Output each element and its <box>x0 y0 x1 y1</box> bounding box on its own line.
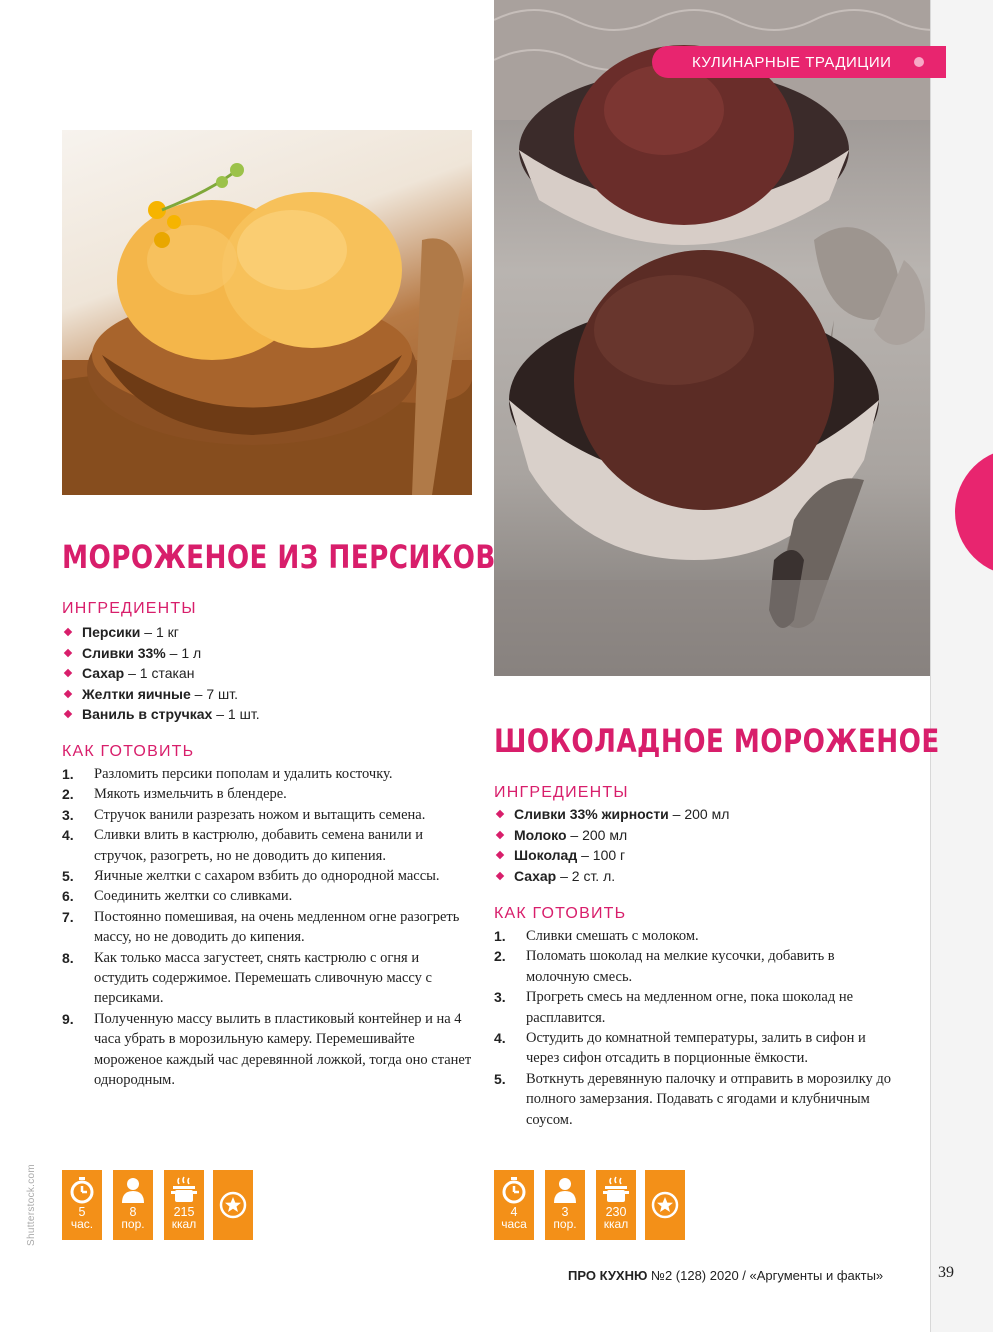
ingredient-name: Персики <box>82 624 141 640</box>
ingredient-name: Сливки 33% <box>82 644 166 661</box>
step-number: 4. <box>494 1030 506 1047</box>
peach-ice-cream-photo <box>62 130 472 495</box>
ingredients-heading: ИНГРЕДИЕНТЫ <box>62 600 197 617</box>
person-icon <box>119 1176 147 1204</box>
ingredient-name: Желтки яичные <box>82 685 191 702</box>
step-text: Разломить персики пополам и удалить косточку. <box>94 766 393 782</box>
ingredient-qty: – 1 стакан <box>124 665 195 681</box>
ingredient-qty: – 7 шт. <box>190 685 239 702</box>
step-number: 3. <box>494 989 506 1006</box>
issue-info: №2 (128) 2020 / «Аргументы и факты» <box>647 1268 884 1283</box>
info-difficulty <box>213 1170 253 1240</box>
ingredient-name: Сахар <box>82 665 125 681</box>
step-number: 2. <box>494 948 506 965</box>
person-icon <box>551 1176 579 1204</box>
ingredient-name: Ваниль в стручках <box>82 706 213 722</box>
step-text: Яичные желтки с сахаром взбить до однородной массы. <box>94 868 440 885</box>
magazine-name: ПРО КУХНЮ <box>568 1268 648 1283</box>
step-text: Полученную массу вылить в пластиковый контейнер и на 4 часа убрать в морозильную камеру. Перемешивайте мороженое каждый час деревянной ложкой, тогда оно станет однородным. <box>94 1010 472 1089</box>
step-text: Мякоть измельчить в блендере. <box>94 786 287 803</box>
ingredient-name: Сливки 33% жирности <box>514 806 669 822</box>
info-calories-value: 230 <box>605 1205 627 1219</box>
ingredient-qty: – 1 кг <box>140 624 179 640</box>
step-item <box>62 825 474 866</box>
step-item <box>494 946 906 987</box>
step-item <box>62 805 474 825</box>
ingredients-list <box>62 622 260 725</box>
info-calories <box>164 1170 204 1240</box>
ingredient-qty: – 1 шт. <box>212 706 260 722</box>
ingredient-qty: – 200 мл <box>668 806 730 822</box>
info-servings <box>545 1170 585 1240</box>
step-number: 6. <box>62 888 74 905</box>
step-text: Сливки смешать с молоком. <box>526 928 699 944</box>
step-text: Сливки влить в кастрюлю, добавить семена ванили и стручок, разогреть, но не доводить до кипения. <box>94 827 423 864</box>
ingredient-item <box>62 704 260 725</box>
info-calories-value: 215 <box>173 1205 195 1219</box>
ingredient-item <box>62 663 260 684</box>
info-calories-unit: ккал <box>171 1217 197 1231</box>
ingredient-item <box>494 845 729 866</box>
step-item <box>62 866 474 886</box>
ingredient-item <box>62 622 260 643</box>
ingredient-item <box>494 825 729 846</box>
timer-icon <box>68 1176 96 1204</box>
ingredient-name: Шоколад <box>514 847 578 863</box>
step-item <box>62 948 474 1009</box>
info-time-value: 4 <box>510 1205 518 1219</box>
method-heading: КАК ГОТОВИТЬ <box>62 743 195 760</box>
page-number: 39 <box>938 1264 954 1281</box>
info-time-value: 5 <box>78 1205 86 1219</box>
step-number: 7. <box>62 908 74 925</box>
ingredient-qty: – 2 ст. л. <box>556 867 616 884</box>
ingredients-list <box>494 804 729 886</box>
info-servings-unit: пор. <box>553 1217 577 1231</box>
star-icon <box>218 1190 248 1220</box>
step-text: Воткнуть деревянную палочку и отправить в морозилку до полного замерзания. Подавать с ягодами и клубничным соусом. <box>526 1070 892 1128</box>
ingredient-qty: – 200 мл <box>566 826 628 843</box>
star-icon <box>650 1190 680 1220</box>
ingredient-name: Сахар <box>514 867 557 884</box>
info-servings <box>113 1170 153 1240</box>
ingredient-qty: – 100 г <box>577 847 626 863</box>
step-item <box>62 764 474 784</box>
step-number: 5. <box>494 1070 506 1087</box>
method-steps <box>62 764 474 1091</box>
step-text: Остудить до комнатной температуры, залить в сифон и через сифон отсадить в порционные ёмкости. <box>526 1030 866 1067</box>
ingredients-heading: ИНГРЕДИЕНТЫ <box>494 784 629 801</box>
step-number: 3. <box>62 806 74 823</box>
chocolate-ice-cream-photo <box>494 0 930 676</box>
photo-credit-text: Shutterstock.com <box>26 1163 37 1246</box>
info-servings-unit: пор. <box>121 1217 145 1231</box>
info-calories <box>596 1170 636 1240</box>
info-calories-unit: ккал <box>603 1217 629 1231</box>
ingredient-item <box>494 804 729 825</box>
recipe-title: ШОКОЛАДНОЕ МОРОЖЕНОЕ <box>494 722 940 760</box>
method-heading: КАК ГОТОВИТЬ <box>494 905 627 922</box>
ingredient-item <box>494 866 729 887</box>
step-number: 1. <box>494 928 506 944</box>
info-time-unit: часа <box>501 1217 527 1231</box>
ingredient-item <box>62 643 260 664</box>
page-edge <box>930 0 993 1332</box>
step-text: Как только масса загустеет, снять кастрюлю с огня и остудить содержимое. Перемешать сливочную массу с персиками. <box>94 949 432 1007</box>
step-text: Поломать шоколад на мелкие кусочки, добавить в молочную смесь. <box>526 948 835 985</box>
method-steps <box>494 926 906 1130</box>
step-item <box>62 1009 474 1091</box>
info-servings-value: 3 <box>561 1205 569 1219</box>
info-time-unit: час. <box>70 1217 94 1231</box>
step-item <box>494 987 906 1028</box>
step-number: 8. <box>62 949 74 966</box>
step-item <box>62 886 474 906</box>
step-text: Постоянно помешивая, на очень медленном огне разогреть массу, но не доводить до кипения. <box>94 908 460 946</box>
step-item <box>62 907 474 948</box>
ingredient-qty: – 1 л <box>165 644 202 661</box>
info-servings-value: 8 <box>129 1205 137 1219</box>
timer-icon <box>500 1176 528 1204</box>
ingredient-item <box>62 684 260 705</box>
badge-dot-icon <box>914 57 924 67</box>
step-text: Соединить желтки со сливками. <box>94 888 293 905</box>
info-difficulty <box>645 1170 685 1240</box>
step-text: Стручок ванили разрезать ножом и вытащить семена. <box>94 806 426 823</box>
step-item <box>494 926 906 946</box>
step-number: 2. <box>62 786 74 803</box>
step-number: 9. <box>62 1010 74 1027</box>
step-text: Прогреть смесь на медленном огне, пока шоколад не расплавится. <box>526 989 854 1026</box>
step-number: 5. <box>62 868 74 885</box>
recipe-title: МОРОЖЕНОЕ ИЗ ПЕРСИКОВ <box>62 538 496 576</box>
step-item <box>494 1069 906 1130</box>
photo-credit <box>26 1158 40 1248</box>
pot-icon <box>170 1176 198 1204</box>
section-badge-label: КУЛИНАРНЫЕ ТРАДИЦИИ <box>692 53 892 71</box>
section-badge <box>652 46 946 78</box>
info-time <box>62 1170 102 1240</box>
step-item <box>494 1028 906 1069</box>
step-number: 4. <box>62 827 74 844</box>
footer-line <box>568 1268 883 1283</box>
ingredient-name: Молоко <box>514 826 567 843</box>
step-item <box>62 784 474 804</box>
pot-icon <box>602 1176 630 1204</box>
step-number: 1. <box>62 766 74 782</box>
info-time <box>494 1170 534 1240</box>
